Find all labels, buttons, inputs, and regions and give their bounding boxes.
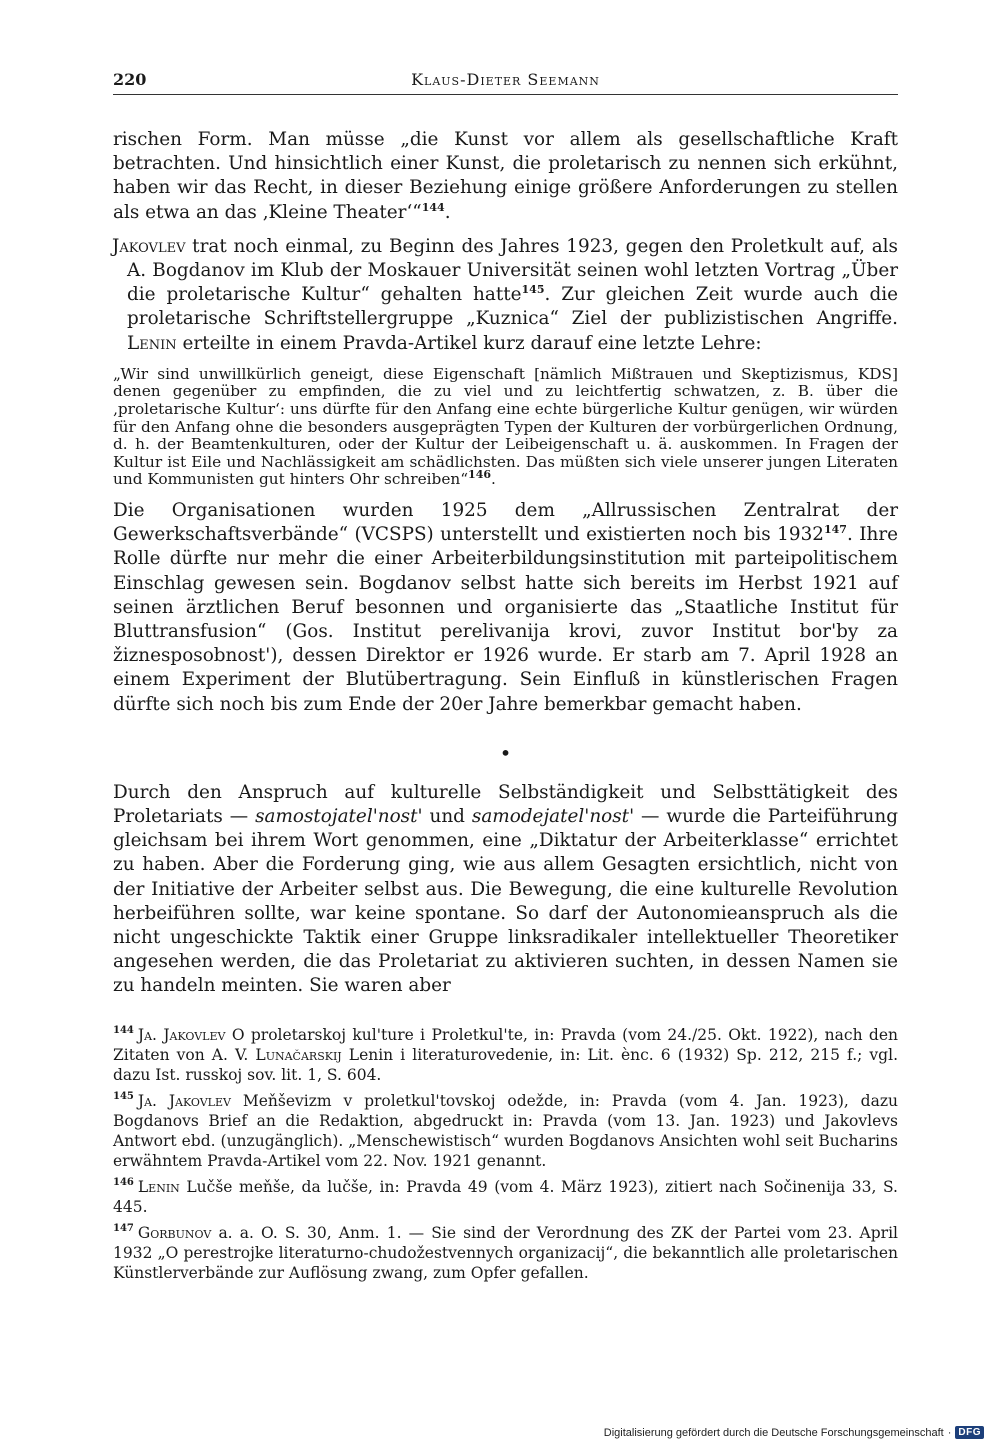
footnote-number: 145 [113, 1091, 134, 1103]
footer-text: Digitalisierung gefördert durch die Deutsche Forschungsgemeinschaft [603, 1426, 944, 1439]
footnote-text: O proletarskoj kul'ture i Proletkul'te, in: Pravda (vom 24./25. Okt. 1922), nach den Zitaten von A. V. [113, 1025, 898, 1064]
footnote-text: Lučše meňše, da lučše, in: Pravda 49 (vom 4. März 1923), zitiert nach Sočinenija 33, S. 445. [113, 1177, 898, 1216]
note-ref-145: 145 [521, 283, 545, 297]
author-jakovlev: Jakovlev [112, 235, 186, 257]
running-header [113, 66, 898, 94]
term-samostojatelnost: samostojatel'nost' [255, 806, 423, 828]
paragraph-3-text-b: . Ihre Rolle dürfte nur mehr die einer Arbeiterbildungsinstitution mit parteipolitischem Einschlag gewesen sein. Bogdanov selbst hatte sich bereits im Herbst 1921 auf seinen ärztlichen Beruf besonnen und organisierte das „Staatliche Institut für Bluttransfusion“ (Gos. Institut perelivanija krovi, zuvor Institut bor'by za žiznesposobnost'), dessen Direktor er 1926 wurde. Er starb am 7. April 1928 an einem Experiment der Blutübertragung. Sein Einfluß in künstlerischen Fragen dürfte sich noch bis zum Ende der 20er Jahre bemerkbar gemacht haben. [113, 524, 898, 715]
footnote-144 [113, 1025, 898, 1085]
paragraph-4 [113, 781, 898, 999]
footnote-146 [113, 1177, 898, 1217]
running-title: Klaus-Dieter Seemann [411, 70, 600, 89]
note-ref-144: 144 [421, 200, 445, 214]
note-ref-147: 147 [823, 523, 847, 537]
paragraph-4-text-a: Durch den Anspruch auf kulturelle Selbständigkeit und Selbsttätigkeit des Proletariats — [113, 781, 898, 828]
quote-end: . [491, 470, 496, 489]
page [113, 66, 898, 1289]
footnote-text: Meňševizm v proletkul'tovskoj odežde, in: Pravda (vom 4. Jan. 1923), dazu Bogdanovs Brief an die Redaktion, abgedruckt in: Pravda (vom 13. Jan. 1923) und Jakovlevs Antwort ebd. (unzugänglich). „Menschewistisch“ wurden Bogdanovs Ansichten wohl seit Bucharins erwähntem Pravda-Artikel vom 22. Nov. 1921 genannt. [113, 1091, 898, 1170]
paragraph-4-text-c: — wurde die Parteiführung gleichsam bei ihrem Wort genommen, eine „Diktatur der Arbeiterklasse“ errichtet zu haben. Aber die Forderung ging, wie aus allem Gesagten ersichtlich, nicht von der Initiative der Arbeiter selbst aus. Die Bewegung, die eine kulturelle Revolution herbeiführen sollte, war keine spontane. So darf der Autonomieanspruch als die nicht ungeschickte Taktik einer Gruppe linksradikaler intellektueller Theoretiker angesehen werden, die das Proletariat zu aktivieren suchten, in dessen Namen sie zu handeln meinten. Sie waren aber [113, 806, 898, 997]
digitization-footer: Digitalisierung gefördert durch die Deutsche Forschungsgemeinschaft · DFG [604, 1426, 984, 1439]
term-samodejatelnost: samodejatel'nost' [471, 806, 635, 828]
footnote-147 [113, 1223, 898, 1283]
paragraph-1-text: rischen Form. Man müsse „die Kunst vor allem als gesellschaftliche Kraft betrachten. Und hinsichtlich einer Kunst, die proletarisch zu nennen sich erkühnt, haben wir das Recht, in dieser Beziehung einige größere Anforderungen zu stellen als etwa an das ‚Kleine Theater‘“ [113, 129, 898, 223]
paragraph-1-end: . [444, 201, 451, 223]
footnote-author-2: Lunačarskij [255, 1045, 342, 1064]
footnote-number: 144 [113, 1025, 134, 1037]
footnote-number: 146 [113, 1177, 134, 1189]
header-rule [113, 94, 898, 95]
footnote-author: Ja. Jakovlev [137, 1025, 226, 1044]
paragraph-3 [113, 499, 898, 717]
footnote-author: Lenin [137, 1177, 180, 1196]
section-separator: • [499, 740, 512, 765]
paragraph-2-text-c: erteilte in einem Pravda-Artikel kurz darauf eine letzte Lehre: [176, 332, 762, 354]
dfg-logo: DFG [955, 1426, 984, 1439]
paragraph-3-text-a: Die Organisationen wurden 1925 dem „Allrussischen Zentralrat der Gewerkschaftsverbände“ (VCSPS) unterstellt und existierten noch bis 1932 [113, 499, 898, 546]
page-number: 220 [113, 70, 147, 89]
paragraph-2-text-a: trat noch einmal, zu Beginn des Jahres 1923, gegen den Proletkult auf, als A. Bogdanov im Klub der Moskauer Universität seinen wohl letzten Vortrag „Über die proletarische Kultur“ gehalten hatte [127, 235, 898, 306]
paragraph-4-text-b: und [422, 806, 472, 828]
footnote-text: a. a. O. S. 30, Anm. 1. — Sie sind der Verordnung des ZK der Partei vom 23. April 1932 „O perestrojke literaturno-chudožestvennych organizacij“, die bekanntlich alle proletarischen Künstlerverbände zur Auflösung zwang, zum Opfer gefallen. [113, 1223, 898, 1282]
footnote-number: 147 [113, 1223, 134, 1235]
footnote-author: Ja. Jakovlev [137, 1091, 231, 1110]
paragraph-1 [113, 128, 898, 225]
note-ref-146: 146 [468, 468, 492, 482]
footnote-author: Gorbunov [137, 1223, 212, 1242]
footnote-145 [113, 1091, 898, 1171]
author-lenin: Lenin [127, 332, 177, 354]
footnotes [113, 1025, 898, 1283]
block-quote [113, 366, 898, 489]
quote-text: „Wir sind unwillkürlich geneigt, diese Eigenschaft [nämlich Mißtrauen und Skeptizismus, KDS] denen gegenüber zu empfinden, die zu viel und zu leichtfertig schwatzen, z. B. über die ‚proletarische Kultur‘: uns dürfte für den Anfang eine echte bürgerliche Kultur genügen, wir würden für den Anfang ohne die besonders ausgeprägten Typen der Kulturen der vorbürgerlichen Ordnung, d. h. der Beamtenkulturen, oder der Kultur der Leibeigenschaft u. ä. auskommen. In Fragen der Kultur ist Eile und Nachlässigkeit am schädlichsten. Das müßten sich viele unserer jungen Literaten und Kommunisten gut hinters Ohr schreiben“ [113, 364, 898, 489]
paragraph-2 [113, 235, 898, 356]
footnote-text-2: Lenin i literaturovedenie, in: Lit. ènc. 6 (1932) Sp. 212, 215 f.; vgl. dazu Ist. russkoj sov. lit. 1, S. 604. [113, 1045, 898, 1084]
paragraph-2-text-b: . Zur gleichen Zeit wurde auch die proletarische Schriftstellergruppe „Kuznica“ Ziel der publizistischen Angriffe. [127, 284, 898, 330]
